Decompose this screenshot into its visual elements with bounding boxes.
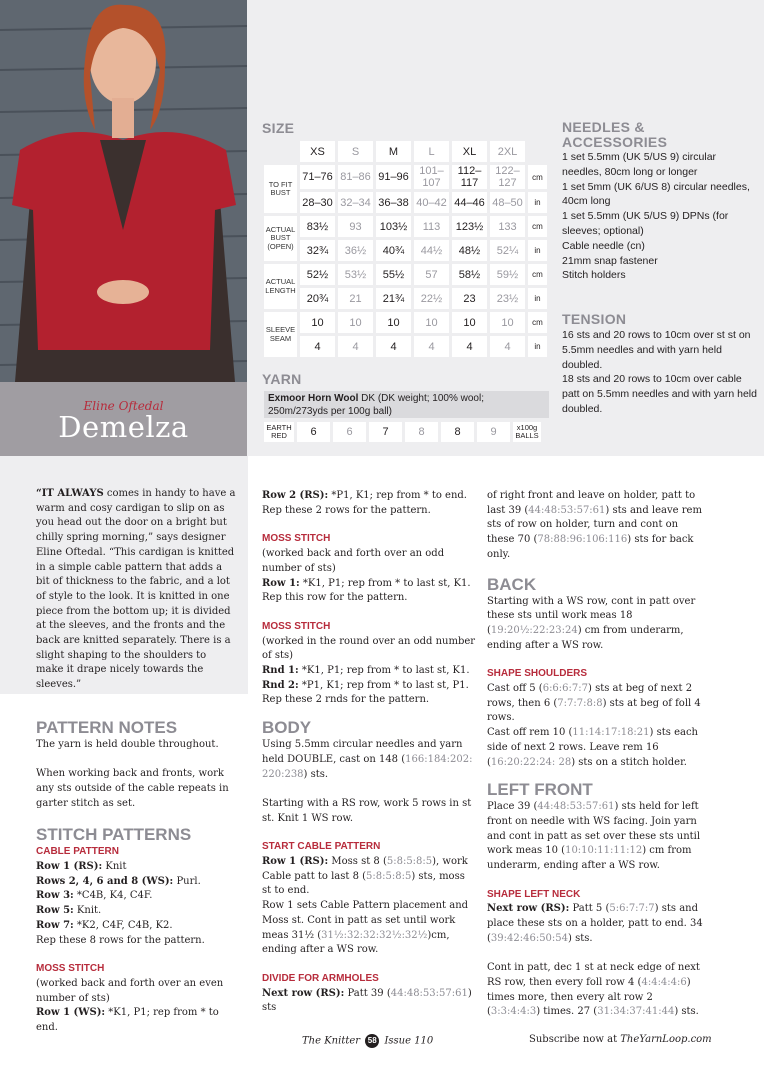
table-cell: 4 xyxy=(414,336,449,357)
yarn-details: DK (DK weight; 100% wool; 250m/273yds per 100g ball) xyxy=(268,393,484,417)
to-fit-bust-cm-row xyxy=(264,165,547,189)
table-cell: 10 xyxy=(414,312,449,333)
table-cell: 21 xyxy=(338,288,373,309)
needles-heading: NEEDLES & ACCESSORIES xyxy=(562,119,668,150)
table-cell: 20¾ xyxy=(300,288,335,309)
table-cell: 10 xyxy=(376,312,411,333)
unit-cell: in xyxy=(528,240,547,261)
table-cell: 8 xyxy=(441,422,474,442)
table-cell: 122–127 xyxy=(490,165,525,189)
unit-cell: x100g BALLS xyxy=(513,422,541,442)
table-cell: 58½ xyxy=(452,264,487,285)
table-cell: 113 xyxy=(414,216,449,237)
shape-left-neck-heading: SHAPE LEFT NECK xyxy=(487,888,581,900)
moss-stitch-heading: MOSS STITCH xyxy=(262,533,331,545)
back-heading: BACK xyxy=(487,574,537,594)
footer-magazine: The Knitter 58 Issue 110 xyxy=(302,1035,434,1047)
table-cell: 9 xyxy=(477,422,510,442)
site-link[interactable]: TheYarnLoop.com xyxy=(620,1034,712,1045)
pattern-notes-heading: PATTERN NOTES xyxy=(36,717,178,737)
actual-length-cm-row xyxy=(264,264,547,285)
shape-shoulders-heading: SHAPE SHOULDERS xyxy=(487,668,588,680)
table-cell: 10 xyxy=(300,312,335,333)
list-item: 1 set 5.5mm (UK 5/US 9) circular needles, 80cm long or longer xyxy=(562,151,717,178)
left-front-heading: LEFT FRONT xyxy=(487,780,593,800)
unit-cell: in xyxy=(528,192,547,213)
intro-text: “IT ALWAYS comes in handy to have a warm and cosy cardigan to slip on as you head out the door on a bright but chilly spring morning,” says designer Eline Oftedal. “This cardigan is knitted in a simple cable pattern that adds a bit of thickness to the fabric, and a lot of style to the look. It is knitted in one piece from the bottom up; it is divided at the sleeves, and the fronts and the back are knitted separately. There is a slight shaping to the shoulders to make it drape nicely towards the sleeves.” xyxy=(36,488,236,691)
sleeve-seam-cm-row xyxy=(264,312,547,333)
size-table xyxy=(261,138,550,360)
table-cell: 48–50 xyxy=(490,192,525,213)
unit-cell: cm xyxy=(528,264,547,285)
table-cell: 93 xyxy=(338,216,373,237)
list-item: 1 set 5.5mm (UK 5/US 9) DPNs (for sleeves; optional) xyxy=(562,210,729,237)
table-cell: 7 xyxy=(369,422,402,442)
table-cell: 6 xyxy=(297,422,330,442)
table-cell: 53½ xyxy=(338,264,373,285)
yarn-table xyxy=(261,419,544,445)
actual-length-in-row xyxy=(264,288,547,309)
table-cell: 44½ xyxy=(414,240,449,261)
table-cell: 4 xyxy=(338,336,373,357)
column-1: “IT ALWAYS comes in handy to have a warm and cosy cardigan to slip on as you head out the door on a bright but chilly spring morning,” says designer Eline Oftedal. “This cardigan is knitted in a simple cable pattern that adds a bit of thickness to the fabric, and a lot of style to the look. It is knitted in one piece from the bottom up; it is divided at the sleeves, and the fronts and the back are knitted separately. There is a slight shaping to the shoulders to make it drape nicely towards the sleeves.” PATTERN NOTES The yarn is held double throughout. When working back and fronts, work any sts outside of the cable repeats in garter stitch as set. STITCH PATTERNS CABLE PATTERN Row 1 (RS): Knit Rows 2, 4, 6 and 8 (WS): Purl. Row 3: *C4B, K4, C4F. Row 5: Knit. Row 7: *K2, C4F, C4B, K2. Rep these 8 rows for the pattern. MOSS STITCH (worked back and forth over an even number of sts) Row 1 (WS): *K1, P1; rep from * to end. xyxy=(36,488,236,1034)
size-col: S xyxy=(338,141,373,162)
table-cell: 28–30 xyxy=(300,192,335,213)
row-label: TO FIT BUST xyxy=(264,165,297,213)
unit-cell: in xyxy=(528,288,547,309)
table-cell: 4 xyxy=(300,336,335,357)
table-cell: 81–86 xyxy=(338,165,373,189)
table-cell: 32–34 xyxy=(338,192,373,213)
unit-cell: cm xyxy=(528,216,547,237)
table-cell: 4 xyxy=(376,336,411,357)
moss-stitch-heading: MOSS STITCH xyxy=(36,963,105,975)
page-number: 58 xyxy=(365,1034,379,1048)
size-col: XL xyxy=(452,141,487,162)
table-cell: 83½ xyxy=(300,216,335,237)
list-item: 21mm snap fastener xyxy=(562,254,658,267)
table-cell: 10 xyxy=(452,312,487,333)
table-cell: 36–38 xyxy=(376,192,411,213)
size-col: 2XL xyxy=(490,141,525,162)
list-item: 1 set 5mm (UK 6/US 8) circular needles, 40cm long xyxy=(562,180,750,208)
body-heading: BODY xyxy=(262,718,312,738)
table-cell: 8 xyxy=(405,422,438,442)
table-cell: 101–107 xyxy=(414,165,449,189)
column-3: of right front and leave on holder, patt to last 39 (44:48:53:57:61) sts and leave rem sts of row on holder, turn and cont on these 70 (78:88:96:106:116) sts for back only. BACK Starting with a WS row, cont in patt over these sts until work meas 18 (19:20½:22:23:24) cm from underarm, ending after a WS row. SHAPE SHOULDERS Cast off 5 (6:6:6:7:7) sts at beg of next 2 rows, then 6 (7:7:7:8:8) sts at beg of foll 4 rows. Cast off rem 10 (11:14:17:18:21) sts each side of next 2 rows. Leave rem 16 (16:20:22:24: 28) sts on a stitch holder. LEFT FRONT Place 39 (44:48:53:57:61) sts held for left front on needle with WS facing. Join yarn and cont in patt as set over these sts until work meas 10 (10:10:11:11:12) cm from underarm, ending after a WS row. SHAPE LEFT NECK Next row (RS): Patt 5 (5:6:7:7:7) sts and place these sts on a holder, patt to end. 34 (39:42:46:50:54) sts. Cont in patt, dec 1 st at neck edge of next RS row, then every foll row 4 (4:4:4:4:6) times more, then every alt row 2 (3:3:4:4:3) times. 27 (31:34:37:41:44) sts. xyxy=(487,490,703,1018)
table-cell: 44–46 xyxy=(452,192,487,213)
cable-pattern-heading: CABLE PATTERN xyxy=(36,846,119,858)
table-cell: 4 xyxy=(452,336,487,357)
table-cell: 103½ xyxy=(376,216,411,237)
yarn-balls-row xyxy=(264,422,541,442)
table-cell: 40–42 xyxy=(414,192,449,213)
table-cell: 10 xyxy=(490,312,525,333)
row-label: ACTUAL BUST (OPEN) xyxy=(264,216,297,261)
size-col: M xyxy=(376,141,411,162)
table-cell: 22½ xyxy=(414,288,449,309)
table-cell: 57 xyxy=(414,264,449,285)
table-cell: 112–117 xyxy=(452,165,487,189)
divide-armholes-heading: DIVIDE FOR ARMHOLES xyxy=(262,972,379,984)
start-cable-heading: START CABLE PATTERN xyxy=(262,841,381,853)
table-cell: 32¾ xyxy=(300,240,335,261)
yarn-heading: YARN xyxy=(262,371,302,387)
table-cell: 10 xyxy=(338,312,373,333)
table-cell: 71–76 xyxy=(300,165,335,189)
size-header-row xyxy=(264,141,547,162)
table-cell: 4 xyxy=(490,336,525,357)
row-label: ACTUAL LENGTH xyxy=(264,264,297,309)
needles-list xyxy=(562,150,758,283)
pattern-title: Demelza xyxy=(58,410,189,444)
actual-bust-in-row xyxy=(264,240,547,261)
table-cell: 55½ xyxy=(376,264,411,285)
column-2: Row 2 (RS): *P1, K1; rep from * to end. Rep these 2 rows for the pattern. MOSS STITCH (worked back and forth over an odd number of sts) Row 1: *K1, P1; rep from * to last st, K1. Rep this row for the pattern. MOSS STITCH (worked in the round over an odd number of sts) Rnd 1: *K1, P1; rep from * to last st, K1. Rnd 2: *P1, K1; rep from * to last st, P1. Rep these 2 rnds for the pattern. BODY Using 5.5mm circular needles and yarn held DOUBLE, cast on 148 (166:184:202: 220:238) sts. Starting with a RS row, work 5 rows in st st. Knit 1 WS row. START CABLE PATTERN Row 1 (RS): Moss st 8 (5:8:5:8:5), work Cable patt to last 8 (5:8:5:8:5) sts, moss st to end. Row 1 sets Cable Pattern placement and Moss st. Cont in patt as set until work meas 31½ (31½:32:32:32½:32½)cm, ending after a WS row. DIVIDE FOR ARMHOLES Next row (RS): Patt 39 (44:48:53:57:61) sts xyxy=(262,490,476,1014)
row-label: SLEEVE SEAM xyxy=(264,312,297,357)
table-cell: 48½ xyxy=(452,240,487,261)
table-cell: 133 xyxy=(490,216,525,237)
size-col: XS xyxy=(300,141,335,162)
table-cell: 59½ xyxy=(490,264,525,285)
moss-stitch-heading: MOSS STITCH xyxy=(262,620,331,632)
size-heading: SIZE xyxy=(262,120,295,136)
unit-cell: in xyxy=(528,336,547,357)
list-item: Stitch holders xyxy=(562,269,626,282)
yarn-description xyxy=(264,391,549,418)
unit-cell: cm xyxy=(528,312,547,333)
table-cell: 21¾ xyxy=(376,288,411,309)
actual-bust-cm-row xyxy=(264,216,547,237)
to-fit-bust-in-row xyxy=(264,192,547,213)
yarn-name: Exmoor Horn Wool xyxy=(268,393,359,404)
table-cell: 123½ xyxy=(452,216,487,237)
table-cell: 23 xyxy=(452,288,487,309)
table-cell: 40¾ xyxy=(376,240,411,261)
unit-cell: cm xyxy=(528,165,547,189)
tension-heading: TENSION xyxy=(562,311,627,327)
list-item: Cable needle (cn) xyxy=(562,239,645,252)
table-cell: 23½ xyxy=(490,288,525,309)
sleeve-seam-in-row xyxy=(264,336,547,357)
table-cell: 52½ xyxy=(300,264,335,285)
table-cell: 6 xyxy=(333,422,366,442)
footer-subscribe: Subscribe now at TheYarnLoop.com xyxy=(529,1034,712,1045)
size-col: L xyxy=(414,141,449,162)
stitch-patterns-heading: STITCH PATTERNS xyxy=(36,825,192,845)
table-cell: 91–96 xyxy=(376,165,411,189)
table-cell: 52¼ xyxy=(490,240,525,261)
tension-text: 16 sts and 20 rows to 10cm over st st on 5.5mm needles and with yarn held doubled. 18 sts and 20 rows to 10cm over cable patt on 5.5mm needles and with yarn held doubled. xyxy=(562,329,757,415)
shade-label: EARTH RED xyxy=(264,422,294,442)
table-cell: 36½ xyxy=(338,240,373,261)
designer-name: Eline Oftedal xyxy=(83,399,164,413)
